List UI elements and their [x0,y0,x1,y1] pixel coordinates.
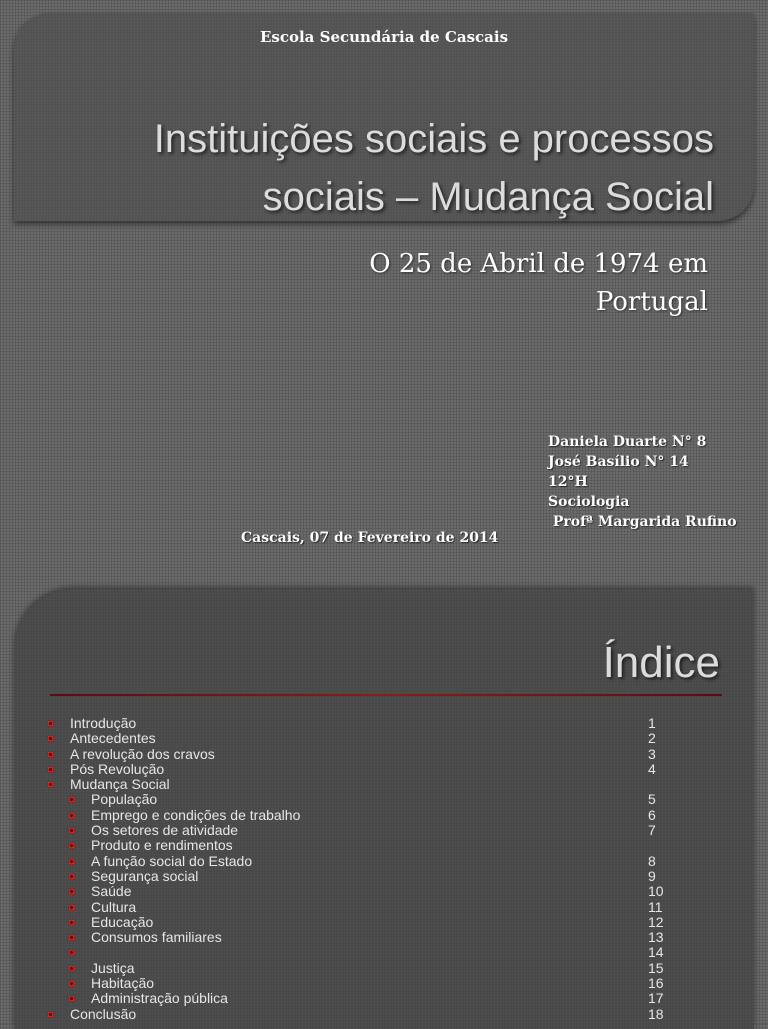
bullet-icon [68,949,75,956]
toc-item-label: Segurança social [91,867,199,884]
table-of-contents [0,716,768,1022]
toc-item-label: Introdução [70,715,137,731]
bullet-icon [47,781,54,788]
bullet-icon [68,904,75,911]
toc-item-label: Cultura [91,898,137,915]
toc-item-page: 6 [648,806,656,823]
author-block [548,432,758,532]
bullet-icon [68,873,75,880]
bullet-icon [47,751,54,758]
toc-item [0,884,768,899]
toc-item-label: Saúde [91,883,132,900]
toc-item-label: Os setores de atividade [91,822,239,839]
subtitle-line-1: O 25 de Abril de 1974 em [369,249,708,279]
toc-item-page: 8 [648,852,656,869]
toc-item-page: 11 [648,898,663,915]
toc-item-page: 3 [648,745,656,762]
toc-item [0,731,768,746]
subject-name: Sociologia [548,494,630,510]
toc-item-label: Habitação [91,975,155,992]
toc-item-label: Justiça [91,959,135,976]
bullet-icon [68,934,75,941]
bullet-icon [68,842,75,849]
place-date: Cascais, 07 de Fevereiro de 2014 [241,530,499,546]
school-name: Escola Secundária de Cascais [259,28,509,46]
toc-item-page: 18 [648,1005,664,1022]
toc-item-page: 2 [648,730,656,747]
bullet-icon [68,980,75,987]
toc-item [0,854,768,869]
bullet-icon [68,919,75,926]
toc-item-label: Mudança Social [70,776,170,793]
toc-item-label: A revolução dos cravos [70,745,215,762]
teacher-name: Profª Margarida Rufino [548,514,737,530]
toc-item-label: Antecedentes [70,730,156,747]
toc-item-page: 14 [648,944,664,961]
index-title: Índice [602,638,720,687]
toc-item-label: Produto e rendimentos [91,837,233,854]
toc-item [0,838,768,853]
title-line-2: sociais – Mudança Social [262,175,714,219]
toc-item-page: 5 [648,791,656,808]
toc-item-label: Administração pública [91,990,228,1007]
toc-item-label: A função social do Estado [91,852,253,869]
toc-item-label: Pós Revolução [70,760,165,777]
bullet-icon [68,888,75,895]
bullet-icon [68,827,75,834]
toc-item-label: Conclusão [70,1005,137,1022]
toc-item-label: Consumos familiares [91,929,222,946]
toc-item-page: 1 [648,715,656,731]
toc-item [0,762,768,777]
bullet-icon [68,812,75,819]
toc-item [0,900,768,915]
presentation-subtitle [148,245,708,321]
bullet-icon [68,965,75,972]
toc-item-page: 17 [648,990,664,1007]
author-name: Daniela Duarte N° 8 [548,434,707,450]
toc-item [0,976,768,991]
toc-item [0,777,768,792]
bullet-icon [47,766,54,773]
title-line-1: Instituições sociais e processos [153,117,714,161]
toc-item-page: 7 [648,822,656,839]
toc-item-label: Emprego e condições de trabalho [91,806,301,823]
toc-item [0,823,768,838]
toc-item-page: 10 [648,883,664,900]
toc-item [0,915,768,930]
bullet-icon [47,735,54,742]
toc-item [0,808,768,823]
toc-item [0,716,768,731]
presentation-title [34,110,714,226]
bullet-icon [47,1011,54,1018]
toc-item [0,869,768,884]
toc-item-page: 13 [648,929,664,946]
bullet-icon [68,796,75,803]
bullet-icon [68,995,75,1002]
bullet-icon [68,858,75,865]
title-divider [50,694,722,696]
toc-item-page: 12 [648,913,664,930]
toc-item [0,991,768,1006]
toc-item-page: 15 [648,959,664,976]
class-name: 12°H [548,474,588,490]
toc-item [0,961,768,976]
toc-item [0,747,768,762]
toc-item-label: Educação [91,913,154,930]
subtitle-line-2: Portugal [595,287,708,317]
toc-item [0,945,768,960]
toc-item-page: 9 [648,867,656,884]
toc-item-page: 4 [648,760,656,777]
author-name: José Basílio N° 14 [548,454,689,470]
toc-item [0,1007,768,1022]
toc-item-page: 16 [648,975,664,992]
toc-item [0,930,768,945]
toc-item [0,792,768,807]
bullet-icon [47,720,54,727]
toc-item-label: População [91,791,158,808]
